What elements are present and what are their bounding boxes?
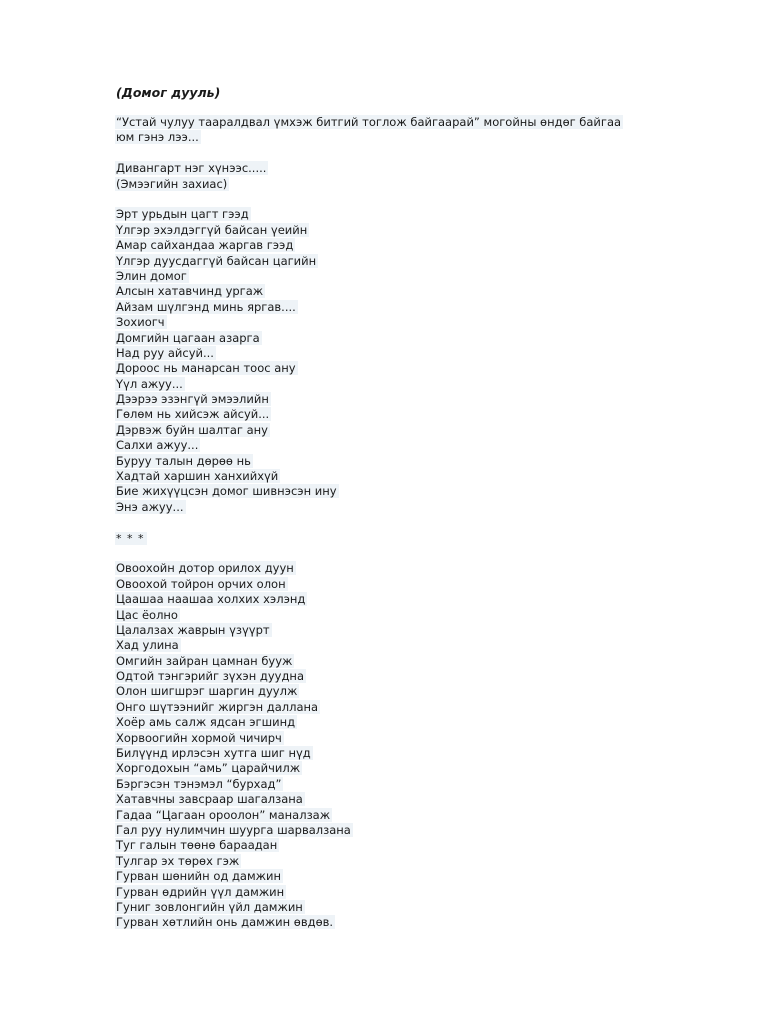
poem-line — [115, 346, 675, 361]
poem-line — [115, 761, 675, 776]
poem-line — [115, 808, 675, 823]
poem-line-text: Хоёр амь салж ядсан эгшинд — [116, 715, 296, 730]
poem-line-text: Цас ёолно — [116, 607, 178, 622]
poem-line-text: Гуниг зовлонгийн үйл дамжин — [116, 899, 303, 914]
poem-line-text: Хатавчны завсраар шагалзана — [116, 792, 303, 807]
poem-line — [115, 915, 675, 930]
poem-line-text: Гурван хөтлийн онь дамжин өвдөв. — [116, 915, 334, 930]
poem-line — [115, 700, 675, 715]
dedication-line-text: (Эмээгийн захиас) — [116, 176, 228, 191]
poem-line-text: Амар сайхандаа жаргав гээд — [116, 238, 294, 253]
poem-line — [115, 500, 675, 515]
poem-line — [115, 484, 675, 499]
poem-line — [115, 854, 675, 869]
poem-line — [115, 823, 675, 838]
poem-part-2 — [115, 561, 675, 930]
spacer — [115, 546, 675, 561]
poem-line — [115, 284, 675, 299]
poem-line-text: Туг галын төөнө бараадан — [116, 838, 278, 853]
poem-line-text: Цалалзах жаврын үзүүрт — [116, 622, 270, 637]
dedication-line — [115, 161, 675, 176]
poem-line-text: Олон шигшрэг шаргин дуулж — [116, 684, 298, 699]
separator-block — [115, 531, 675, 546]
poem-line — [115, 331, 675, 346]
poem-line — [115, 423, 675, 438]
document-title — [115, 85, 675, 101]
poem-line — [115, 777, 675, 792]
separator-text: * * * — [116, 531, 145, 545]
poem-line — [115, 438, 675, 453]
poem-line — [115, 838, 675, 853]
poem-line — [115, 561, 675, 576]
poem-line-text: Үлгэр дуусдаггүй байсан цагийн — [116, 253, 317, 268]
dedication-line-text: Дивангарт нэг хүнээс..... — [116, 161, 267, 176]
poem-line — [115, 746, 675, 761]
poem-line-text: Үлгэр эхэлдэггүй байсан үеийн — [116, 222, 308, 237]
document-page — [115, 85, 675, 931]
poem-line — [115, 684, 675, 699]
poem-line — [115, 792, 675, 807]
poem-line — [115, 392, 675, 407]
poem-line — [115, 300, 675, 315]
poem-line-text: Тулгар эх төрөх гэж — [116, 853, 240, 868]
poem-line — [115, 223, 675, 238]
poem-line — [115, 361, 675, 376]
poem-line — [115, 900, 675, 915]
poem-line-text: Гөлөм нь хийсэж айсуй... — [116, 407, 270, 422]
dedication-block — [115, 161, 675, 192]
poem-line — [115, 577, 675, 592]
poem-line — [115, 254, 675, 269]
poem-line-text: Дээрээ эзэнгүй эмээлийн — [116, 392, 269, 407]
spacer — [115, 146, 675, 161]
separator-line — [115, 531, 675, 546]
poem-line-text: Овоохой тойрон орчих олон — [116, 576, 286, 591]
poem-line-text: Гурван шөнийн од дамжин — [116, 869, 281, 884]
poem-line-text: Гал руу нулимчин шуурга шарвалзана — [116, 823, 351, 837]
poem-line-text: Энэ ажуу... — [116, 499, 184, 514]
poem-line-text: Буруу талын дөрөө нь — [116, 453, 251, 468]
poem-line-text: Дэрвэж буйн шалтаг ану — [116, 422, 268, 437]
poem-line-text: Үүл ажуу... — [116, 376, 183, 391]
poem-line — [115, 592, 675, 607]
poem-line — [115, 869, 675, 884]
poem-line-text: Билүүнд ирлэсэн хутга шиг нүд — [116, 746, 311, 761]
poem-line-text: Одтой тэнгэрийг зүхэн дуудна — [116, 669, 304, 684]
poem-line-text: Салхи ажуу... — [116, 438, 199, 453]
poem-line-text: Гурван өдрийн үүл дамжин — [116, 884, 285, 899]
poem-line-text: Хад улина — [116, 638, 179, 653]
poem-line-text: Элин домог — [116, 268, 187, 283]
poem-line — [115, 715, 675, 730]
poem-line-text: Эрт урьдын цагт гээд — [116, 207, 249, 222]
poem-line — [115, 623, 675, 638]
spacer — [115, 515, 675, 530]
intro-text: “Устай чулуу тааралдвал үмхэж битгий тоглож байгаарай” могойны өндөг байгаа юм гэнэ лээ... — [116, 115, 622, 145]
document-title-text: (Домог дууль) — [116, 85, 221, 100]
poem-line-text: Хадтай харшин ханхийхүй — [116, 469, 279, 484]
poem-line-text: Омгийн зайран цамнан бууж — [116, 653, 293, 668]
poem-line — [115, 407, 675, 422]
poem-line — [115, 377, 675, 392]
poem-line-text: Цаашаа наашаа холхих хэлэнд — [116, 592, 306, 607]
poem-line-text: Бэргэсэн тэнэмэл “бурхад” — [116, 776, 282, 791]
poem-line-text: Зохиогч — [116, 315, 165, 330]
poem-line-text: Овоохойн дотор орилох дуун — [116, 561, 294, 576]
poem-line-text: Гадаа “Цагаан ороолон” маналзаж — [116, 807, 331, 822]
poem-line — [115, 238, 675, 253]
poem-line-text: Бие жихүүцсэн домог шивнэсэн ину — [116, 484, 337, 499]
poem-line-text: Над руу айсуй... — [116, 345, 214, 360]
poem-line — [115, 315, 675, 330]
poem-line — [115, 269, 675, 284]
poem-line-text: Онго шүтээнийг жиргэн даллана — [116, 699, 319, 714]
intro-line — [115, 115, 635, 146]
poem-line-text: Хорвоогийн хормой чичирч — [116, 730, 282, 745]
poem-line-text: Дороос нь манарсан тоос ану — [116, 361, 296, 376]
intro-paragraph — [115, 115, 675, 146]
poem-line — [115, 885, 675, 900]
poem-line-text: Хоргодохын “амь” царайчилж — [116, 761, 301, 776]
poem-line — [115, 608, 675, 623]
poem-line — [115, 454, 675, 469]
poem-line — [115, 669, 675, 684]
poem-part-1 — [115, 207, 675, 515]
poem-line — [115, 638, 675, 653]
dedication-line — [115, 177, 675, 192]
poem-line-text: Домгийн цагаан азарга — [116, 330, 260, 345]
poem-line — [115, 207, 675, 222]
spacer — [115, 192, 675, 207]
poem-line-text: Алсын хатавчинд ургаж — [116, 284, 264, 299]
poem-line — [115, 731, 675, 746]
poem-line — [115, 654, 675, 669]
poem-line — [115, 469, 675, 484]
poem-line-text: Айзам шүлгэнд минь яргав.... — [116, 299, 296, 314]
